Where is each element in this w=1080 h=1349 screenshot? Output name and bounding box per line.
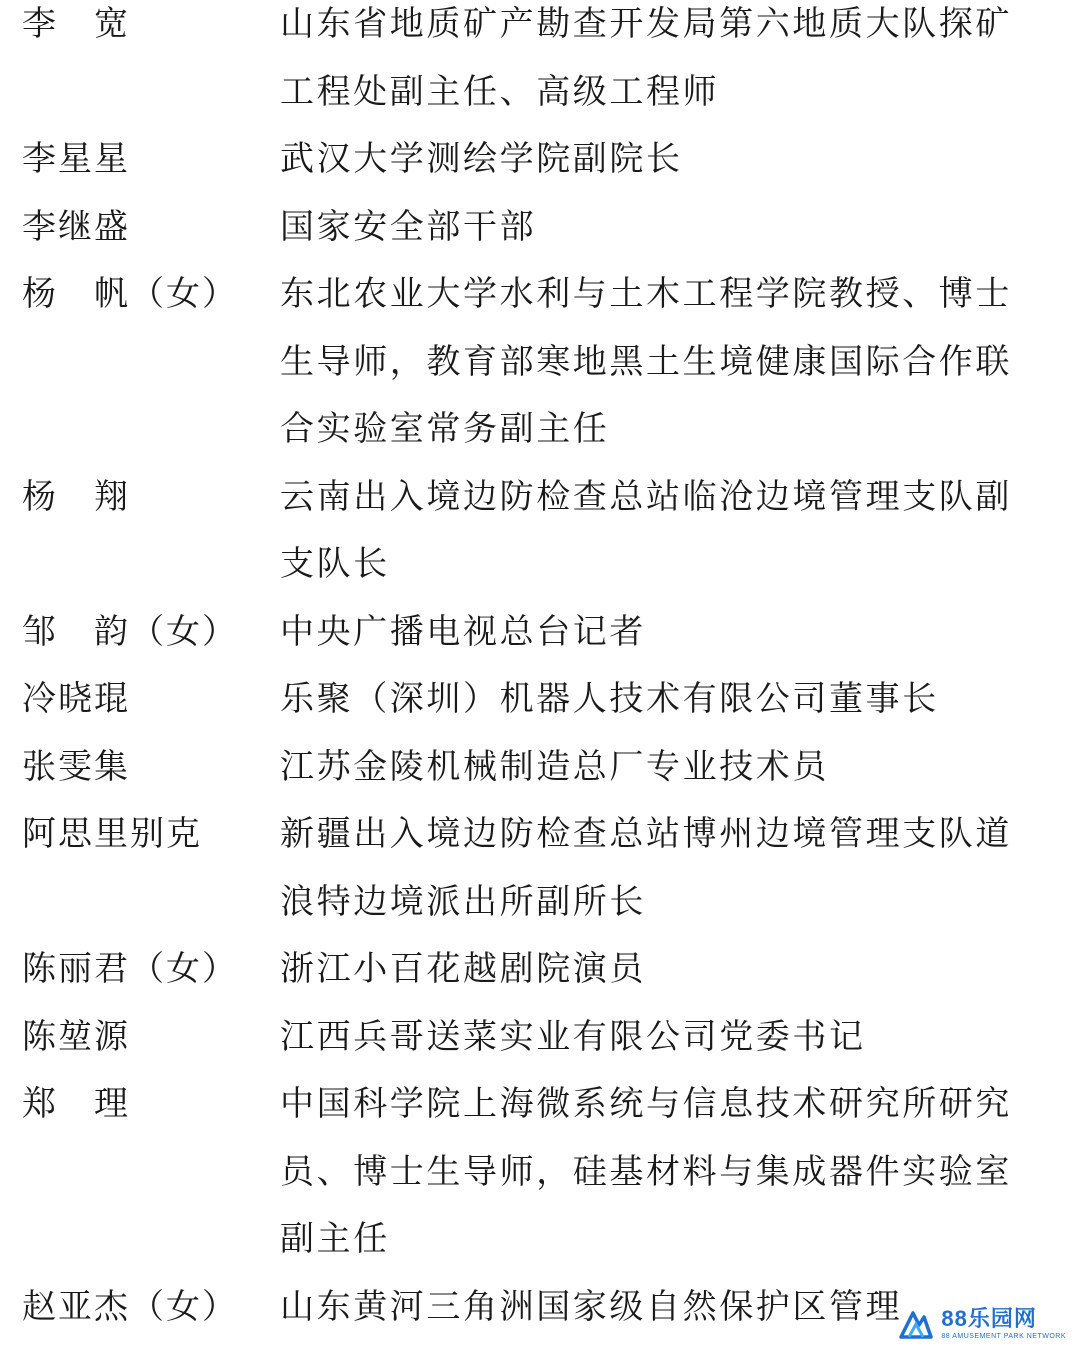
- person-position: [280, 261, 1020, 464]
- person-name: 陈丽君（女）: [22, 949, 238, 989]
- person-position: [280, 734, 1020, 802]
- person-name: 李 宽: [22, 4, 130, 44]
- list-entry: [0, 1071, 1080, 1274]
- person-name: 郑 理: [22, 1084, 130, 1124]
- person-name: 陈堃源: [22, 1016, 130, 1057]
- person-name: 张雯集: [22, 746, 130, 787]
- list-entry: [0, 666, 1080, 734]
- person-position: [280, 666, 1020, 734]
- position-line: 员、博士生导师，硅基材料与集成器件实验室: [280, 1151, 1012, 1192]
- mountain-logo-icon: [899, 1307, 933, 1341]
- list-entry: [0, 801, 1080, 936]
- position-line: 新疆出入境边防检查总站博州边境管理支队道: [280, 814, 1012, 854]
- person-position: [280, 801, 1020, 936]
- list-entry: [0, 261, 1080, 464]
- person-position: [280, 464, 1020, 599]
- list-entry: [0, 936, 1080, 1004]
- position-line: 乐聚（深圳）机器人技术有限公司董事长: [280, 679, 939, 719]
- position-line: 国家安全部干部: [280, 206, 537, 247]
- position-line: 浙江小百花越剧院演员: [280, 949, 646, 989]
- position-line: 生导师，教育部寒地黑土生境健康国际合作联: [280, 341, 1012, 382]
- person-name: 李继盛: [22, 206, 130, 247]
- position-line: 江苏金陵机械制造总厂专业技术员: [280, 746, 829, 787]
- position-line: 中央广播电视总台记者: [280, 611, 646, 652]
- list-entry: [0, 0, 1080, 126]
- person-position: [280, 194, 1020, 262]
- list-entry: [0, 599, 1080, 667]
- watermark-text: [941, 1308, 1066, 1340]
- position-line: 支队长: [280, 544, 390, 584]
- position-line: 副主任: [280, 1219, 390, 1259]
- position-line: 工程处副主任、高级工程师: [280, 71, 720, 112]
- person-name: 李星星: [22, 139, 130, 179]
- list-entry: [0, 126, 1080, 194]
- list-entry: [0, 1004, 1080, 1072]
- list-entry: [0, 734, 1080, 802]
- position-line: 山东黄河三角洲国家级自然保护区管理: [280, 1286, 903, 1327]
- position-line: 合实验室常务副主任: [280, 409, 610, 449]
- position-line: 武汉大学测绘学院副院长: [280, 139, 683, 179]
- person-name: 阿思里别克: [22, 814, 202, 854]
- person-name: 杨 帆（女）: [22, 274, 238, 314]
- person-name: 赵亚杰（女）: [22, 1286, 238, 1327]
- person-name: 杨 翔: [22, 476, 130, 517]
- person-position: [280, 936, 1020, 1004]
- site-watermark: [899, 1307, 1066, 1341]
- position-line: 山东省地质矿产勘查开发局第六地质大队探矿: [280, 4, 1012, 44]
- person-position: [280, 0, 1020, 126]
- position-line: 东北农业大学水利与土木工程学院教授、博士: [280, 274, 1012, 314]
- position-line: 中国科学院上海微系统与信息技术研究所研究: [280, 1084, 1012, 1124]
- watermark-title: 88乐园网: [941, 1306, 1037, 1331]
- person-name: 冷晓琨: [22, 679, 130, 719]
- list-entry: [0, 464, 1080, 599]
- person-position: [280, 599, 1020, 667]
- watermark-subtitle: 88 AMUSEMENT PARK NETWORK: [941, 1333, 1066, 1340]
- position-line: 浪特边境派出所副所长: [280, 881, 646, 922]
- person-position: [280, 1071, 1020, 1274]
- position-line: 江西兵哥送菜实业有限公司党委书记: [280, 1016, 866, 1057]
- person-position: [280, 1004, 1020, 1072]
- position-line: 云南出入境边防检查总站临沧边境管理支队副: [280, 476, 1012, 517]
- person-position: [280, 126, 1020, 194]
- list-entry: [0, 194, 1080, 262]
- person-name: 邹 韵（女）: [22, 611, 238, 652]
